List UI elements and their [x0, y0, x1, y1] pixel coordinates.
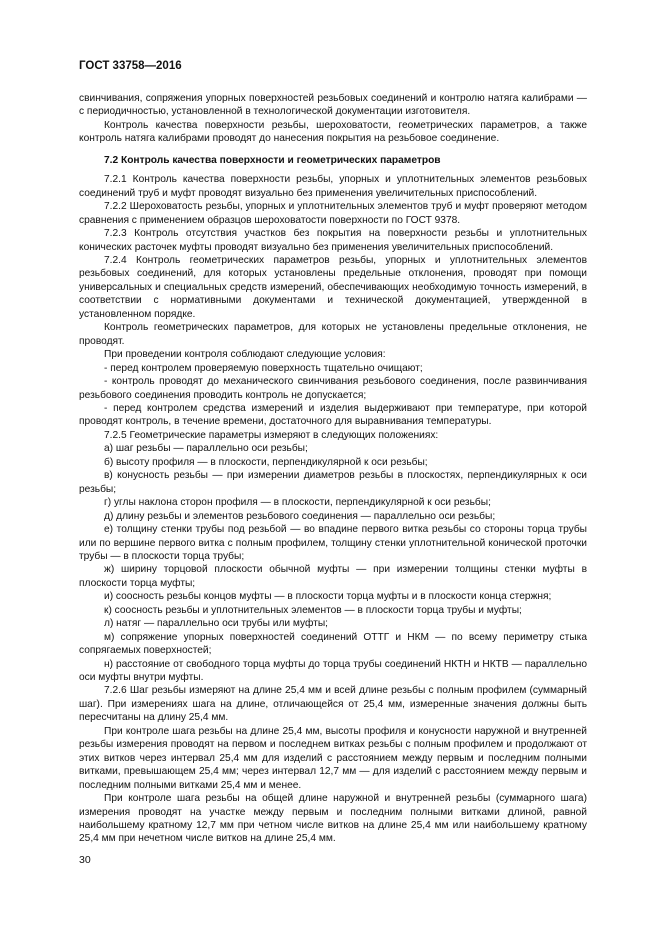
list-item: г) углы наклона сторон профиля — в плоскости, перпендикулярной к оси резьбы; — [104, 497, 491, 509]
list-item: е) толщину стенки трубы под резьбой — во впадине первого витка резьбы со стороны торца трубы или по вершине первого витка с полным профилем, толщину стенки уплотнительной конической проточки трубы — в плоскости торца трубы; — [79, 524, 587, 562]
list-item: к) соосность резьбы и уплотнительных элементов — в плоскости торца трубы и муфты; — [104, 604, 522, 616]
list-item: - перед контролем средства измерений и изделия выдерживают при температуре, при которой проводят контроль, в течение времени, достаточного для выравнивания температуры. — [79, 402, 587, 428]
list-item: ж) ширину торцовой плоскости обычной муфты — при измерении толщины стенки муфты в плоскости торца муфты; — [79, 564, 587, 589]
document-header: ГОСТ 33758—2016 — [79, 60, 182, 72]
page-number: 30 — [79, 854, 91, 866]
paragraph: Контроль геометрических параметров, для которых не установлены предельные отклонения, не проводят. — [79, 322, 587, 347]
paragraph: 7.2.3 Контроль отсутствия участков без покрытия на поверхности резьбы и уплотнительных конических расточек муфты проводят визуально без применения увеличительных приспособлений. — [79, 228, 587, 253]
paragraph: При контроле шага резьбы на длине 25,4 мм, высоты профиля и конусности наружной и внутренней резьбы измерения проводят на первом и последнем витках резьбы с полным профилем и продолжают от этих витков через интервал 25,4 мм для изделий с расстоянием между первым и последним полными витками, превышающем 25,4 мм; через интервал 12,7 мм — для изделий с расстоянием между первым и последним полными витками 25,4 мм и менее. — [79, 725, 587, 791]
list-item: б) высоту профиля — в плоскости, перпендикулярной к оси резьбы; — [104, 456, 428, 468]
list-item: - контроль проводят до механического свинчивания резьбового соединения, после развинчивания резьбового соединения проводить контроль не допускается; — [79, 376, 587, 401]
paragraph: свинчивания, сопряжения упорных поверхностей резьбовых соединений и контролю натяга калибрами — с периодичностью, установленной в технологической документации изготовителя. — [79, 93, 587, 118]
paragraph: 7.2.2 Шероховатость резьбы, упорных и уплотнительных элементов труб и муфт проверяют методом сравнения с применением образцов шероховатости поверхности по ГОСТ 9378. — [79, 201, 587, 226]
list-item: м) сопряжение упорных поверхностей соединений ОТТГ и НКМ — по всему периметру стыка сопрягаемых поверхностей; — [79, 631, 587, 657]
list-item: л) натяг — параллельно оси трубы или муфты; — [104, 618, 329, 630]
paragraph: При проведении контроля соблюдают следующие условия: — [104, 349, 386, 361]
list-item: а) шаг резьбы — параллельно оси резьбы; — [104, 443, 308, 455]
list-item: д) длину резьбы и элементов резьбового соединения — параллельно оси резьбы; — [104, 510, 496, 522]
paragraph: При контроле шага резьбы на общей длине наружной и внутренней резьбы (суммарного шага) измерения проводят на участке между первым и последним полными витками длиной, равной наибольшему кратному 12,7 мм при четном числе витков на длине 25,4 мм или наибольшему кратному 25,4 мм при нечетном числе витков на длине 25,4 мм. — [79, 793, 587, 845]
list-item: в) конусность резьбы — при измерении диаметров резьбы в плоскостях, перпендикулярных к оси резьбы; — [79, 470, 587, 495]
paragraph: 7.2.1 Контроль качества поверхности резьбы, упорных и уплотнительных элементов резьбовых соединений труб и муфт проводят визуально без применения увеличительных приспособлений. — [79, 174, 587, 199]
paragraph: Контроль качества поверхности резьбы, шероховатости, геометрических параметров, а также контроль натяга калибрами проводят до нанесения покрытия на резьбовое соединение. — [79, 119, 587, 145]
list-item: н) расстояние от свободного торца муфты до торца трубы соединений НКТН и НКТВ — параллельно оси муфты внутри муфты. — [79, 658, 587, 684]
list-item: и) соосность резьбы концов муфты — в плоскости торца муфты и в плоскости конца стержня; — [104, 591, 552, 603]
section-title: 7.2 Контроль качества поверхности и геометрических параметров — [104, 154, 441, 166]
paragraph: 7.2.6 Шаг резьбы измеряют на длине 25,4 мм и всей длине резьбы с полным профилем (суммарный шаг). При измерениях шага на длине, отличающейся от 25,4 мм, измеренные значения должны быть пересчитаны на длину 25,4 мм. — [79, 685, 587, 724]
paragraph: 7.2.5 Геометрические параметры измеряют в следующих положениях: — [104, 429, 439, 441]
paragraph: 7.2.4 Контроль геометрических параметров резьбы, упорных и уплотнительных элементов резьбовых соединений, для которых установлены предельные отклонения, проводят при помощи универсальных и специальных средств измерений, обеспечивающих необходимую точность измерений, в соответствии с нормативными документами и технической документацией, утвержденной в установленном порядке. — [79, 254, 587, 320]
list-item: - перед контролем проверяемую поверхность тщательно очищают; — [104, 362, 423, 374]
document-body — [79, 92, 587, 846]
